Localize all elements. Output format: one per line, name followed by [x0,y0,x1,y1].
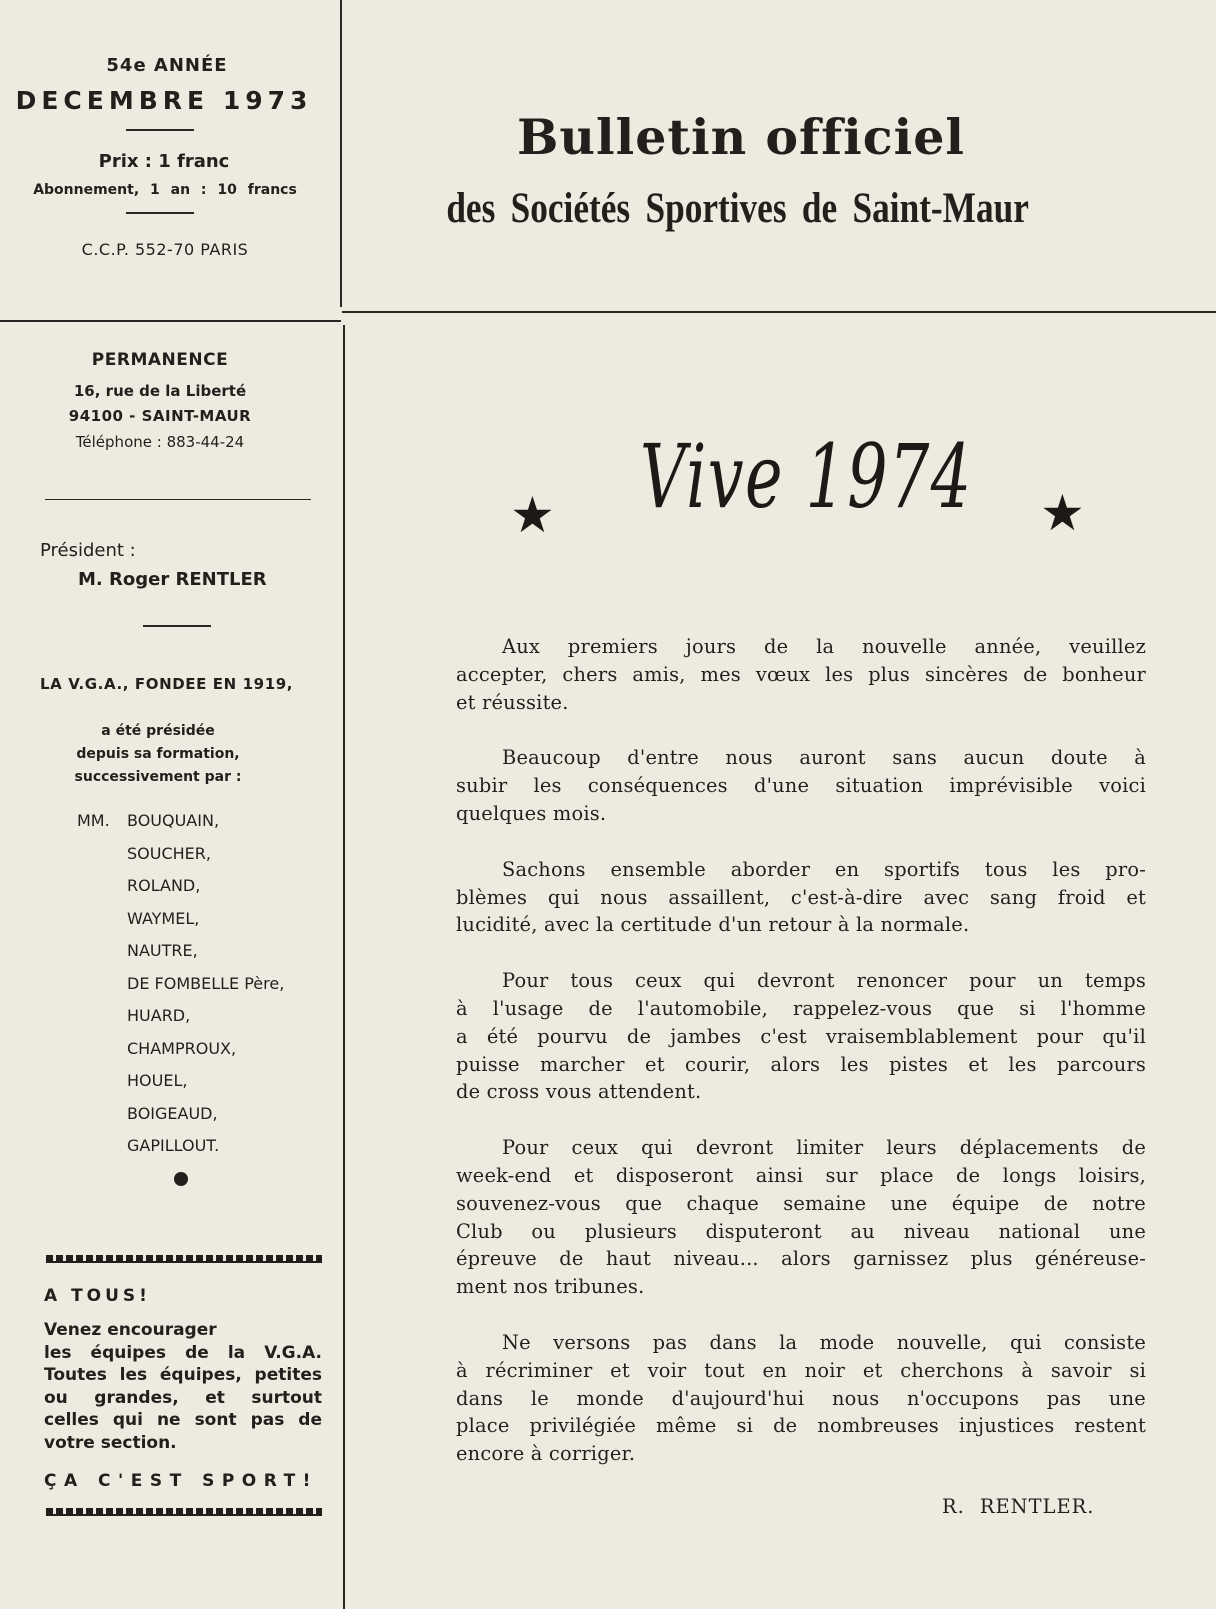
text-line: a été pourvu de jambes c'est vraisemblablement pour qu'il [456,1024,1146,1048]
dashed-divider [46,1508,322,1516]
past-presidents-list [77,805,284,1163]
horizontal-rule-right [342,311,1216,313]
president-entry: SOUCHER, [127,843,211,863]
president-entry: BOIGEAUD, [127,1103,218,1123]
text-line: à récriminer et voir tout en noir et cherchons à savoir si [456,1358,1146,1382]
text-line: de cross vous attendent. [456,1080,702,1104]
text-line: et réussite. [456,690,569,714]
a-tous-line: celles qui ne sont pas de [44,1410,322,1430]
president-entry: BOUQUAIN, [127,811,220,830]
president-label: Président : [40,540,136,561]
list-item [77,838,284,871]
president-entry: HUARD, [127,1006,191,1025]
president-entry: DE FOMBELLE Père, [127,973,285,993]
list-item [77,1033,284,1066]
article-paragraph [456,856,1146,939]
text-line: place privilégiée même si de nombreuses injustices restent [456,1414,1146,1438]
president-entry: NAUTRE, [127,941,198,960]
a-tous-line: les équipes de la V.G.A. [44,1342,322,1363]
subscription-price: Abonnement, 1 an : 10 francs [33,182,297,198]
text-line: Ne versons pas dans la mode nouvelle, qui consiste [502,1330,1146,1354]
president-entry: GAPILLOUT. [127,1136,220,1155]
text-line: lucidité, avec la certitude d'un retour à la normale. [456,913,970,937]
issue-year-number: 54e ANNÉE [106,55,228,76]
star-icon: ★ [510,486,555,544]
article-paragraph [456,967,1146,1106]
divider [126,212,194,214]
article-paragraph [456,1329,1146,1468]
issue-price: Prix : 1 franc [98,151,230,172]
text-line: blèmes qui nous assaillent, c'est-à-dire avec sang froid et [456,885,1146,909]
article-body [456,633,1146,1496]
article-paragraph [456,1134,1146,1301]
text-line: Aux premiers jours de la nouvelle année, veuillez [502,635,1146,658]
bulletin-subtitle: des Sociétés Sportives de Saint-Maur [446,185,1029,232]
postal-account: C.C.P. 552-70 PARIS [81,240,249,259]
text-line: dans le monde d'aujourd'hui nous n'occupons pas une [456,1386,1146,1410]
list-item [77,1000,284,1033]
divider [45,499,311,500]
slogan: ÇA C'EST SPORT! [44,1471,318,1491]
vga-desc-line: successivement par : [74,769,242,785]
text-line: Beaucoup d'entre nous auront sans aucun doute à [502,746,1146,770]
text-line: subir les conséquences d'une situation imprévisible voici [456,774,1146,798]
divider [126,129,194,131]
text-line: Club ou plusieurs disputeront au niveau national une [456,1219,1146,1243]
permanence-title: PERMANENCE [91,350,229,370]
a-tous-line: ou grandes, et surtout [44,1387,322,1408]
vga-founded: LA V.G.A., FONDEE EN 1919, [40,675,294,693]
bullet-dot-icon [174,1172,188,1186]
vga-description [0,720,328,789]
a-tous-line: Toutes les équipes, petites [44,1365,322,1385]
dashed-divider [46,1255,322,1263]
issue-info-box [0,55,340,259]
president-entry: HOUEL, [127,1071,188,1090]
vertical-rule-bottom [343,325,345,1609]
a-tous-line: Venez encourager [44,1320,217,1340]
text-line: souvenez-vous que chaque semaine une équipe de notre [456,1191,1146,1215]
issue-date: DECEMBRE 1973 [15,86,313,115]
telephone: Téléphone : 883-44-24 [75,433,245,451]
text-line: Pour ceux qui devront limiter leurs déplacements de [502,1136,1146,1160]
list-item [77,1098,284,1131]
text-line: à l'usage de l'automobile, rappelez-vous que si l'homme [456,996,1146,1020]
list-item [77,1065,284,1098]
a-tous-text [44,1319,322,1454]
president-entry: CHAMPROUX, [127,1038,237,1058]
list-item [77,805,284,838]
article-paragraph [456,633,1146,716]
text-line: accepter, chers amis, mes vœux les plus sincères de bonheur [456,662,1146,686]
article-headline: Vive 1974 [640,425,973,528]
a-tous-line: votre section. [44,1432,177,1453]
list-item [77,935,284,968]
text-line: puisse marcher et courir, alors les pistes et les parcours [456,1052,1146,1076]
text-line: épreuve de haut niveau... alors garnissez plus généreuse- [456,1247,1146,1271]
president-entry: ROLAND, [127,876,201,895]
article-signature: R. RENTLER. [942,1495,1095,1518]
list-item [77,1130,284,1163]
permanence-block [0,350,340,451]
president-entry: WAYMEL, [127,908,200,928]
vga-desc-line: a été présidée [101,723,215,739]
text-line: Sachons ensemble aborder en sportifs tous les pro- [502,857,1146,881]
text-line: encore à corriger. [456,1442,636,1466]
horizontal-rule-left [0,320,341,322]
bulletin-title: Bulletin officiel [516,108,966,166]
divider [143,625,211,627]
list-item [77,870,284,903]
left-sidebar [0,350,340,1491]
address-street: 16, rue de la Liberté [73,382,247,400]
president-name: M. Roger RENTLER [78,569,267,590]
text-line: quelques mois. [456,801,607,825]
honorific: MM. [77,811,110,830]
text-line: ment nos tribunes. [456,1275,645,1299]
text-line: week-end et disposeront ainsi sur place de longs loisirs, [456,1163,1146,1187]
vga-desc-line: depuis sa formation, [76,746,240,762]
address-city: 94100 - SAINT-MAUR [68,407,252,425]
star-icon: ★ [1040,484,1085,542]
text-line: Pour tous ceux qui devront renoncer pour un temps [502,969,1146,993]
list-item [77,903,284,936]
a-tous-title: A TOUS! [44,1286,151,1306]
article-paragraph [456,744,1146,827]
list-item [77,968,284,1001]
